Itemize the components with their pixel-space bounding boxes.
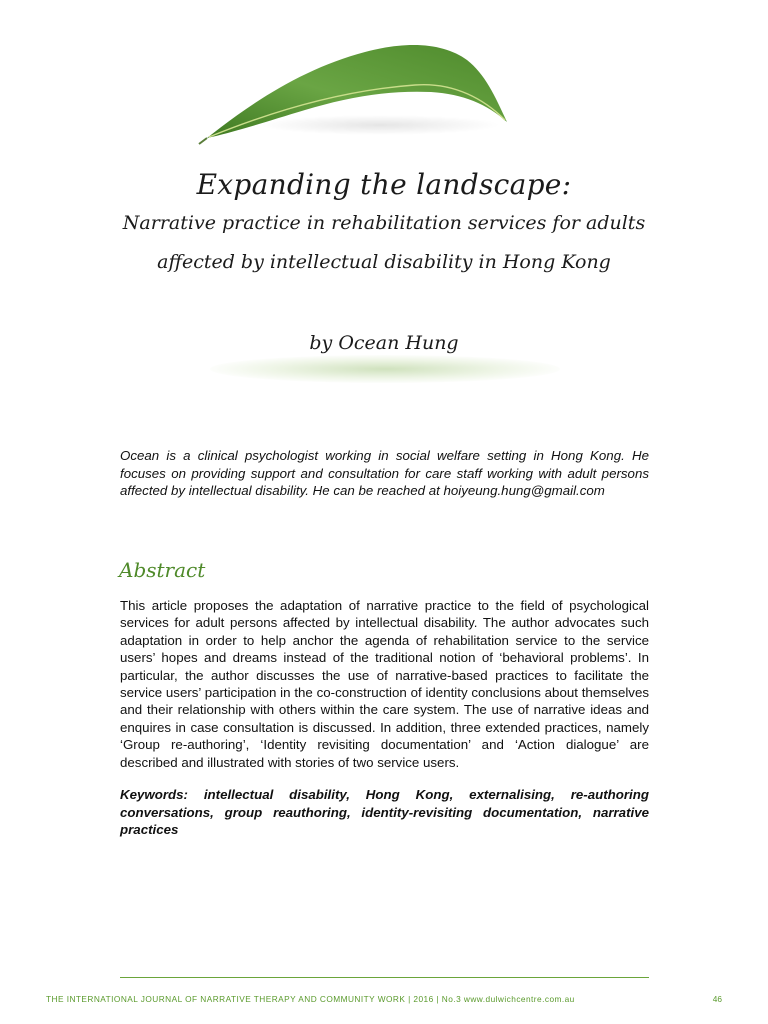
leaf-icon — [195, 30, 525, 150]
keywords: Keywords: intellectual disability, Hong Kong, externalising, re-authoring conversations, group reauthoring, identity-revisiting documentation, narrative practices — [120, 787, 649, 837]
author-bio: Ocean is a clinical psychologist working in social welfare setting in Hong Kong. He focuses on providing support and consultation for care staff working with adult persons affected by intellectual disability. He can be reached at hoiyeung.hung@gmail.com — [120, 448, 649, 498]
page-number: 46 — [712, 994, 722, 1004]
article-subtitle-line1: Narrative practice in rehabilitation services for adults — [122, 212, 646, 234]
abstract-heading: Abstract — [119, 558, 206, 582]
footer-journal-info: THE INTERNATIONAL JOURNAL OF NARRATIVE THERAPY AND COMMUNITY WORK | 2016 | No.3 www.dulwichcentre.com.au — [46, 994, 575, 1004]
abstract-body: This article proposes the adaptation of narrative practice to the field of psychological services for adult persons affected by intellectual disability. The author advocates such adaptation in order to help anchor the agenda of rehabilitation service to the service users’ hopes and dreams instead of the traditional notion of ‘behavioral problems’. In particular, the author discusses the use of narrative-based practices to facilitate the service users’ participation in the co-construction of identity conclusions about themselves and their relationship with others within the care system. The use of narrative ideas and enquires in case consultation is discussed. In addition, three extended practices, namely ‘Group re-authoring’, ‘Identity revisiting documentation’ and ‘Action dialogue’ are described and illustrated with stories of two service users. — [120, 598, 649, 770]
decorative-glow — [210, 355, 560, 383]
footer-divider — [120, 977, 649, 978]
article-title: Expanding the landscape: — [196, 168, 572, 201]
article-subtitle-line2: affected by intellectual disability in Hong Kong — [157, 251, 611, 273]
author-byline: by Ocean Hung — [309, 332, 459, 354]
